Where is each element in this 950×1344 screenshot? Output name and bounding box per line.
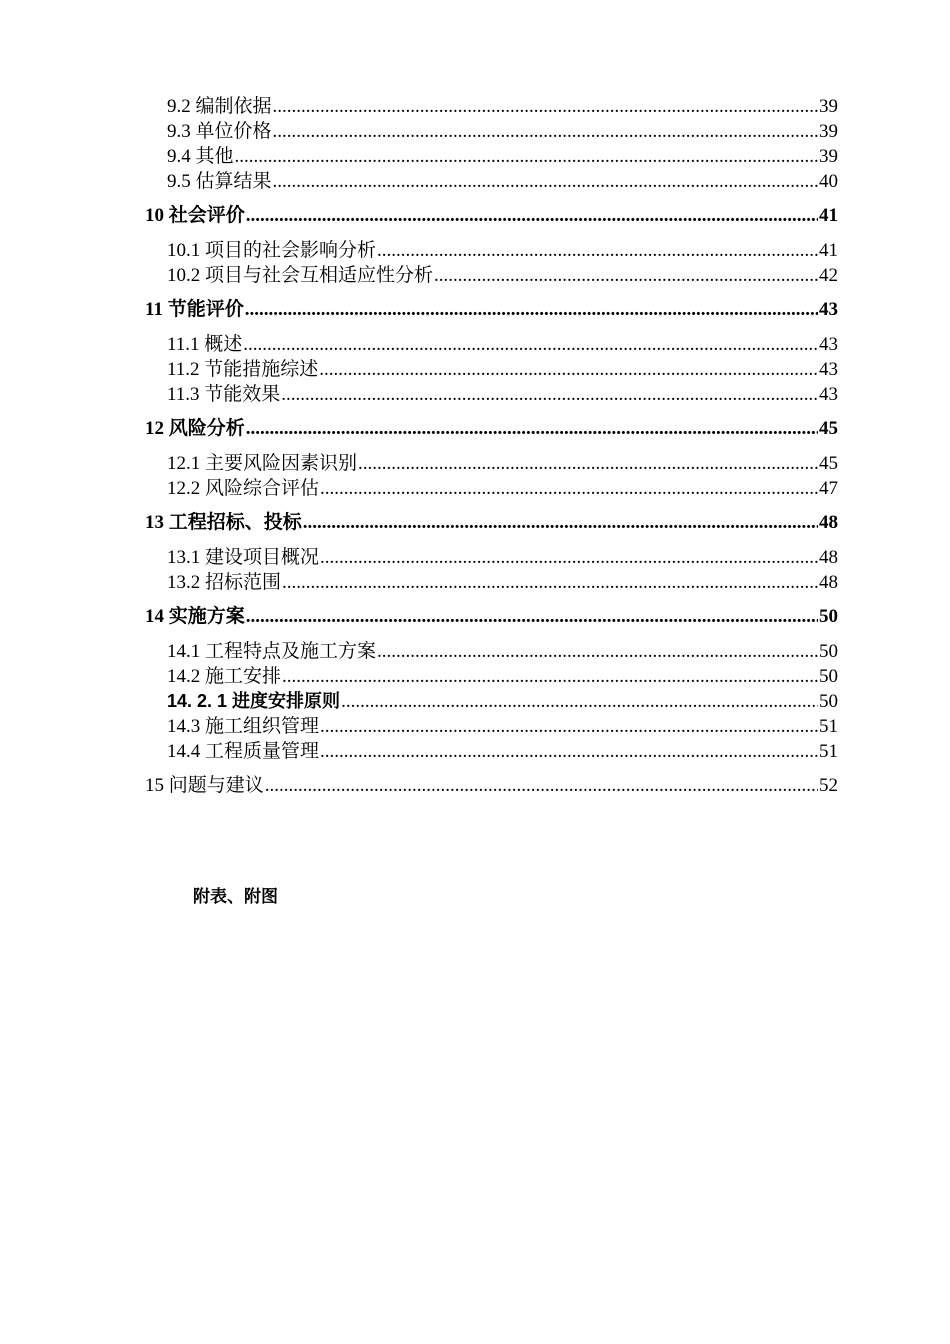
- toc-entry-9-4[interactable]: [167, 144, 838, 169]
- toc-page-number: 43: [819, 299, 838, 320]
- toc-page-number: 50: [819, 641, 838, 662]
- toc-entry-14-4[interactable]: [167, 739, 838, 764]
- dot-leader: [246, 203, 818, 228]
- toc-page-number: 41: [819, 240, 838, 261]
- dot-leader: [377, 238, 818, 263]
- toc-entry-label: 11.3 节能效果: [167, 384, 281, 405]
- toc-entry-9-2[interactable]: [167, 94, 838, 119]
- dot-leader: [273, 169, 818, 194]
- toc-page-number: 43: [819, 359, 838, 380]
- toc-page-number: 43: [819, 384, 838, 405]
- toc-entry-label: 12.1 主要风险因素识别: [167, 453, 358, 474]
- toc-entry-label: 14.3 施工组织管理: [167, 716, 320, 737]
- toc-entry-label: 13.2 招标范围: [167, 572, 282, 593]
- toc-page-number: 42: [819, 265, 838, 286]
- toc-page-number: 52: [819, 775, 838, 796]
- toc-page-number: 48: [819, 512, 838, 533]
- toc-chapter-10[interactable]: [145, 203, 838, 228]
- dot-leader: [320, 714, 818, 739]
- dot-leader: [235, 144, 818, 169]
- dot-leader: [282, 664, 818, 689]
- toc-page-number: 43: [819, 334, 838, 355]
- toc-page-number: 39: [819, 121, 838, 142]
- dot-leader: [358, 451, 818, 476]
- toc-entry-label: 14. 2. 1 进度安排原则: [167, 691, 341, 711]
- toc-entry-label: 10.1 项目的社会影响分析: [167, 240, 377, 261]
- dot-leader: [282, 570, 818, 595]
- toc-entry-label: 14.4 工程质量管理: [167, 741, 320, 762]
- toc-entry-label: 11.1 概述: [167, 334, 243, 355]
- toc-page-number: 50: [819, 606, 838, 627]
- dot-leader: [320, 739, 818, 764]
- toc-entry-label: 14 实施方案: [145, 606, 245, 627]
- toc-page-number: 40: [819, 171, 838, 192]
- dot-leader: [281, 382, 818, 407]
- toc-page-number: 47: [819, 478, 838, 499]
- toc-entry-label: 15 问题与建议: [145, 775, 264, 796]
- toc-page-number: 45: [819, 453, 838, 474]
- toc-entry-14-2[interactable]: [167, 664, 838, 689]
- dot-leader: [273, 119, 818, 144]
- dot-leader: [246, 604, 818, 629]
- toc-entry-label: 14.2 施工安排: [167, 666, 282, 687]
- toc-page-number: 41: [819, 205, 838, 226]
- toc-entry-11-1[interactable]: [167, 332, 838, 357]
- toc-entry-13-1[interactable]: [167, 545, 838, 570]
- toc-entry-11-2[interactable]: [167, 357, 838, 382]
- toc-page-number: 45: [819, 418, 838, 439]
- dot-leader: [303, 510, 818, 535]
- dot-leader: [320, 476, 818, 501]
- toc-entry-label: 11.2 节能措施综述: [167, 359, 319, 380]
- toc-entry-9-3[interactable]: [167, 119, 838, 144]
- toc-entry-14-1[interactable]: [167, 639, 838, 664]
- toc-entry-10-1[interactable]: [167, 238, 838, 263]
- toc-entry-label: 13.1 建设项目概况: [167, 547, 320, 568]
- toc-chapter-11[interactable]: [145, 297, 838, 322]
- toc-entry-label: 14.1 工程特点及施工方案: [167, 641, 377, 662]
- toc-entry-12-1[interactable]: [167, 451, 838, 476]
- toc-entry-12-2[interactable]: [167, 476, 838, 501]
- toc-page-number: 51: [819, 741, 838, 762]
- dot-leader: [243, 332, 818, 357]
- dot-leader: [434, 263, 818, 288]
- toc-page-number: 48: [819, 547, 838, 568]
- dot-leader: [246, 416, 818, 441]
- toc-chapter-14[interactable]: [145, 604, 838, 629]
- toc-entry-14-2-1[interactable]: [167, 689, 838, 714]
- toc-chapter-12[interactable]: [145, 416, 838, 441]
- toc-chapter-13[interactable]: [145, 510, 838, 535]
- toc-page-number: 48: [819, 572, 838, 593]
- toc-entry-label: 9.2 编制依据: [167, 96, 272, 117]
- dot-leader: [377, 639, 818, 664]
- dot-leader: [320, 545, 818, 570]
- toc-entry-label: 9.5 估算结果: [167, 171, 272, 192]
- toc-entry-label: 13 工程招标、投标: [145, 512, 302, 533]
- toc-page-number: 39: [819, 146, 838, 167]
- toc-entry-9-5[interactable]: [167, 169, 838, 194]
- toc-entry-13-2[interactable]: [167, 570, 838, 595]
- toc-entry-label: 9.4 其他: [167, 146, 234, 167]
- toc-page-number: 39: [819, 96, 838, 117]
- toc-entry-10-2[interactable]: [167, 263, 838, 288]
- dot-leader: [273, 94, 818, 119]
- toc-page-number: 50: [819, 691, 838, 712]
- toc-entry-11-3[interactable]: [167, 382, 838, 407]
- toc-entry-label: 12 风险分析: [145, 418, 245, 439]
- toc-entry-label: 9.3 单位价格: [167, 121, 272, 142]
- toc-entry-label: 10.2 项目与社会互相适应性分析: [167, 265, 434, 286]
- dot-leader: [265, 773, 818, 798]
- dot-leader: [341, 689, 818, 714]
- dot-leader: [319, 357, 818, 382]
- dot-leader: [245, 297, 818, 322]
- toc-entry-label: 10 社会评价: [145, 205, 245, 226]
- toc-entry-14-3[interactable]: [167, 714, 838, 739]
- toc-entry-label: 11 节能评价: [145, 299, 244, 320]
- toc-entry-label: 12.2 风险综合评估: [167, 478, 320, 499]
- toc-page-number: 51: [819, 716, 838, 737]
- appendix-heading: 附表、附图: [193, 887, 278, 907]
- toc-page-number: 50: [819, 666, 838, 687]
- toc-chapter-15[interactable]: [145, 773, 838, 798]
